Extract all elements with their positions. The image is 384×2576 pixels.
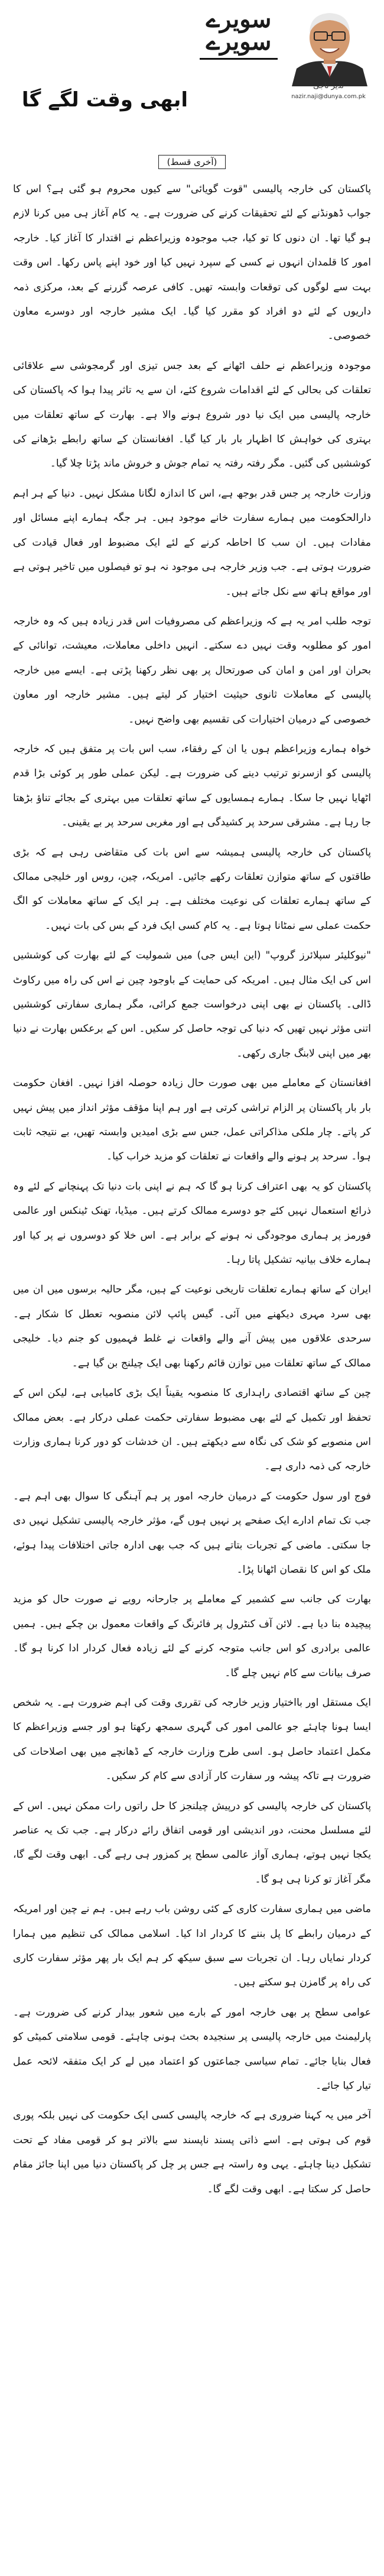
paragraph: پاکستان کو یہ بھی اعتراف کرنا ہو گا کہ ہم نے اپنی بات دنیا تک پہنچانے کے لئے وہ ذرائع استعمال نہیں کئے جو دوسرے ممالک کرتے ہیں۔ میڈیا، تھنک ٹینکس اور عالمی فورمز پر ہماری موجودگی نہ ہونے کے برابر ہے۔ اس خلا کو دوسروں نے پر کیا اور ہمارے خلاف بیانیہ تشکیل پاتا رہا۔ xyxy=(13,1180,371,1266)
installment-label: (آخری قسط) xyxy=(158,155,226,169)
paragraph: ایران کے ساتھ ہمارے تعلقات تاریخی نوعیت کے ہیں، مگر حالیہ برسوں میں ان میں بھی سرد مہری دیکھنے میں آئی۔ گیس پائپ لائن منصوبہ تعطل کا شکار ہے۔ سرحدی علاقوں میں پیش آنے والے واقعات نے غلط فہمیوں کو جنم دیا۔ خلیجی ممالک کے ساتھ تعلقات میں توازن قائم رکھنا بھی ایک چیلنج بن گیا ہے۔ xyxy=(13,1284,371,1369)
paragraph: پاکستان کی خارجہ پالیسی "قوت گویائی" سے کیوں محروم ہو گئی ہے؟ اس کا جواب ڈھونڈنے کے لئے تحقیقات کرنے کی ضرورت ہے۔ یہ کام آغاز ہی میں کرنا لازم ہو گیا تھا۔ ان دنوں کا تو کیا، جب موجودہ وزیراعظم نے اقتدار کا آغاز کیا۔ خارجہ امور کا قلمدان انہوں نے کسی کے سپرد نہیں کیا اور خود اپنے پاس رکھا۔ اس وقت بہت سے لوگوں کی توقعات وابستہ تھیں۔ کافی عرصہ گزرنے کے بعد، مرکزی ذمہ داریوں کے لئے دو افراد کو مقرر کیا گیا۔ ایک مشیر خارجہ اور دوسرے معاون خصوصی۔ xyxy=(13,183,371,342)
paragraph: پاکستان کی خارجہ پالیسی کو درپیش چیلنجز کا حل راتوں رات ممکن نہیں۔ اس کے لئے مسلسل محنت، دور اندیشی اور قومی اتفاق رائے درکار ہے۔ جب تک یہ عناصر یکجا نہیں ہوتے، ہماری آواز عالمی سطح پر کمزور ہی رہے گی۔ ابھی وقت لگے گا، مگر آغاز تو کرنا ہی ہو گا۔ xyxy=(13,1800,371,1885)
author-email: nazir.naji@dunya.com.pk xyxy=(291,93,366,100)
column-header xyxy=(0,0,384,112)
paragraph: خواہ ہمارے وزیراعظم ہوں یا ان کے رفقاء، سب اس بات پر متفق ہیں کہ خارجہ پالیسی کو ازسرنو ترتیب دینے کی ضرورت ہے۔ لیکن عملی طور پر کوئی بڑا قدم اٹھایا نہیں جا سکا۔ ہمارے ہمسایوں کے ساتھ تعلقات میں بہتری کے بجائے تناؤ بڑھتا جا رہا ہے۔ مشرقی سرحد پر کشیدگی ہے اور مغربی سرحد پر بے یقینی۔ xyxy=(13,743,371,829)
paragraph: ایک مستقل اور بااختیار وزیر خارجہ کی تقرری وقت کی اہم ضرورت ہے۔ یہ شخص ایسا ہونا چاہئے جو عالمی امور کی گہری سمجھ رکھتا ہو اور جسے وزیراعظم کا مکمل اعتماد حاصل ہو۔ اسی طرح وزارت خارجہ کے ڈھانچے میں بھی اصلاحات کی ضرورت ہے تاکہ پیشہ ور سفارت کار آزادی سے کام کر سکیں۔ xyxy=(13,1696,371,1783)
kicker-wrap xyxy=(0,155,384,169)
paragraph: "نیوکلیئر سپلائرز گروپ" (این ایس جی) میں شمولیت کے لئے بھارت کی کوششیں اس کی ایک مثال ہیں۔ امریکہ کی حمایت کے باوجود چین نے اس کی راہ میں رکاوٹ ڈالی۔ پاکستان نے بھی اپنی درخواست جمع کرائی، مگر ہماری سفارتی کوششیں اتنی مؤثر نہیں تھیں کہ دنیا کی توجہ حاصل کر سکیں۔ اس کے برعکس بھارت نے دنیا بھر میں اپنی لابنگ جاری رکھی۔ xyxy=(13,950,371,1059)
author-photo xyxy=(286,5,373,86)
author-name: نذیر ناجی xyxy=(313,82,344,90)
column-logo xyxy=(195,7,282,77)
paragraph: موجودہ وزیراعظم نے حلف اٹھانے کے بعد جس تیزی اور گرمجوشی سے علاقائی تعلقات کی بحالی کے لئے اقدامات شروع کئے، ان سے یہ تاثر پیدا ہوا کہ پاکستان کی خارجہ پالیسی میں ایک نیا دور شروع ہونے والا ہے۔ بھارت کے ساتھ تعلقات میں بہتری کی خواہش کا اظہار بار بار کیا گیا۔ افغانستان کے ساتھ رابطے بڑھانے کی کوششیں کی گئیں۔ مگر رفتہ رفتہ یہ تمام جوش و خروش ماند پڑتا چلا گیا۔ xyxy=(13,359,371,470)
logo-line-2: سویرے xyxy=(206,28,272,56)
paragraph: افغانستان کے معاملے میں بھی صورت حال زیادہ حوصلہ افزا نہیں۔ افغان حکومت بار بار پاکستان پر الزام تراشی کرتی ہے اور ہم اپنا مؤقف مؤثر انداز میں پیش نہیں کر پاتے۔ چار ملکی مذاکراتی عمل، جس سے بڑی امیدیں وابستہ تھیں، بے نتیجہ ثابت ہوا۔ سرحد پر ہونے والے واقعات نے تعلقات کو مزید خراب کیا۔ xyxy=(13,1077,371,1163)
paragraph: وزارت خارجہ پر جس قدر بوجھ ہے، اس کا اندازہ لگانا مشکل نہیں۔ دنیا کے ہر اہم دارالحکومت میں ہمارے سفارت خانے موجود ہیں۔ ہر جگہ ہمارے اپنے مسائل اور مفادات ہیں۔ ان سب کا احاطہ کرنے کے لئے ایک مضبوط اور فعال قیادت کی ضرورت ہوتی ہے۔ جب وزیر خارجہ ہی موجود نہ ہو تو فیصلوں میں تاخیر ہوتی ہے اور مواقع ہاتھ سے نکل جاتے ہیں۔ xyxy=(13,487,371,598)
logo-line-1: سویرے xyxy=(206,5,272,33)
paragraph: فوج اور سول حکومت کے درمیان خارجہ امور پر ہم آہنگی کا سوال بھی اہم ہے۔ جب تک تمام ادارے ایک صفحے پر نہیں ہوں گے، مؤثر خارجہ پالیسی تشکیل نہیں دی جا سکتی۔ ماضی کے تجربات بتاتے ہیں کہ جب بھی ادارہ جاتی اختلافات پیدا ہوئے، ملک کو اس کا نقصان اٹھانا پڑا۔ xyxy=(13,1490,371,1576)
paragraph: آخر میں یہ کہنا ضروری ہے کہ خارجہ پالیسی کسی ایک حکومت کی نہیں بلکہ پوری قوم کی ہوتی ہے۔ اسے ذاتی پسند ناپسند سے بالاتر ہو کر قومی مفاد کے تحت تشکیل دینا چاہئے۔ یہی وہ راستہ ہے جس پر چل کر پاکستان دنیا میں اپنا جائز مقام حاصل کر سکتا ہے۔ ابھی وقت لگے گا۔ xyxy=(13,2110,371,2195)
paragraph: توجہ طلب امر یہ ہے کہ وزیراعظم کی مصروفیات اس قدر زیادہ ہیں کہ وہ خارجہ امور کو مطلوبہ وقت نہیں دے سکتے۔ انہیں داخلی معاملات، معیشت، توانائی کے بحران اور امن و امان کی صورتحال پر بھی نظر رکھنا پڑتی ہے۔ ایسے میں خارجہ پالیسی کے معاملات ثانوی حیثیت اختیار کر لیتے ہیں۔ مشیر خارجہ اور معاون خصوصی کے درمیان اختیارات کی تقسیم بھی واضح نہیں۔ xyxy=(13,615,371,725)
paragraph: ماضی میں ہماری سفارت کاری کے کئی روشن باب رہے ہیں۔ ہم نے چین اور امریکہ کے درمیان رابطے کا پل بننے کا کردار ادا کیا۔ اسلامی ممالک کی تنظیم میں ہمارا کردار نمایاں رہا۔ ان تجربات سے سبق سیکھ کر ہم ایک بار پھر مؤثر سفارت کاری کی راہ پر گامزن ہو سکتے ہیں۔ xyxy=(13,1903,371,1989)
paragraph: پاکستان کی خارجہ پالیسی ہمیشہ سے اس بات کی متقاضی رہی ہے کہ بڑی طاقتوں کے ساتھ متوازن تعلقات رکھے جائیں۔ امریکہ، چین، روس اور خلیجی ممالک کے ساتھ ہمارے تعلقات کی نوعیت مختلف ہے۔ ہر ایک کے ساتھ معاملات کو الگ حکمت عملی سے نمٹانا ہوتا ہے۔ یہ کام کسی ایک فرد کے بس کی بات نہیں۔ xyxy=(13,846,371,932)
paragraph: بھارت کی جانب سے کشمیر کے معاملے پر جارحانہ رویے نے صورت حال کو مزید پیچیدہ بنا دیا ہے۔ لائن آف کنٹرول پر فائرنگ کے واقعات معمول بن چکے ہیں۔ ہمیں عالمی برادری کو اس جانب متوجہ کرنے کے لئے زیادہ فعال کردار ادا کرنا ہو گا۔ صرف بیانات سے کام نہیں چلے گا۔ xyxy=(13,1593,371,1679)
paragraph: چین کے ساتھ اقتصادی راہداری کا منصوبہ یقیناً ایک بڑی کامیابی ہے، لیکن اس کے تحفظ اور تکمیل کے لئے بھی مضبوط سفارتی حکمت عملی درکار ہے۔ بعض ممالک اس منصوبے کو شک کی نگاہ سے دیکھتے ہیں۔ ان خدشات کو دور کرنا ہماری وزارت خارجہ کی ذمہ داری ہے۔ xyxy=(13,1387,371,1473)
paragraph: عوامی سطح پر بھی خارجہ امور کے بارے میں شعور بیدار کرنے کی ضرورت ہے۔ پارلیمنٹ میں خارجہ پالیسی پر سنجیدہ بحث ہونی چاہئے۔ قومی سلامتی کمیٹی کو فعال بنایا جائے۔ تمام سیاسی جماعتوں کو اعتماد میں لے کر ایک متفقہ لائحہ عمل تیار کیا جائے۔ xyxy=(13,2006,371,2092)
logo-divider xyxy=(200,58,278,60)
article-body xyxy=(13,177,371,2560)
column-headline: ابھی وقت لگے گا xyxy=(21,88,188,112)
